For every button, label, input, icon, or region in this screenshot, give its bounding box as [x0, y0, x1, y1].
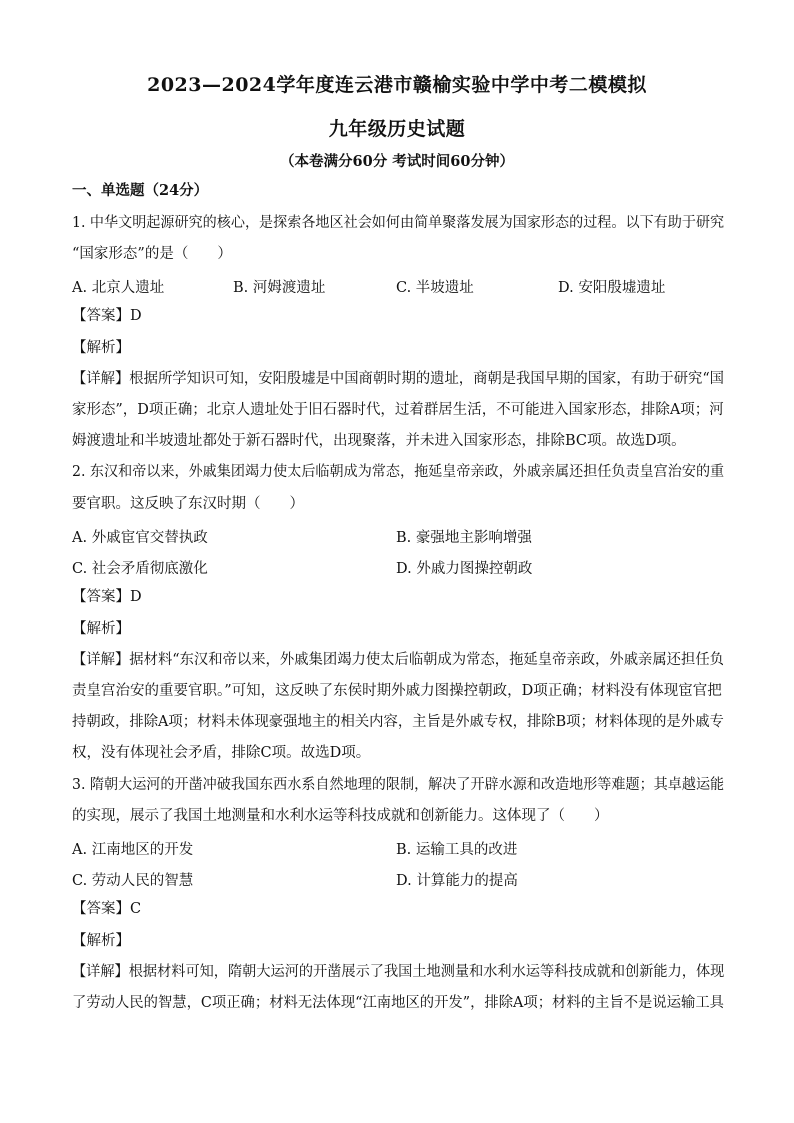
q3-option-b: B. 运输工具的改进 — [396, 842, 518, 858]
q2-option-c: C. 社会矛盾彻底激化 — [72, 561, 208, 577]
q3-option-d: D. 计算能力的提高 — [396, 873, 518, 889]
q1-analysis: 【解析】 — [72, 340, 130, 356]
exam-title-line1: 2023—2024学年度连云港市赣榆实验中学中考二模模拟 — [147, 74, 647, 96]
q1-option-b: B. 河姆渡遗址 — [233, 280, 326, 296]
q1-detail-line1: 【详解】根据所学知识可知，安阳殷墟是中国商朝时期的遗址，商朝是我国早期的国家，有助于研究“国 — [72, 371, 725, 387]
q3-stem-line2: 的实现，展示了我国土地测量和水利水运等科技成就和创新能力。这体现了（ ） — [72, 808, 609, 824]
q2-detail-line2: 责皇宫治安的重要官职。”可知，这反映了东侯时期外戚力图操控朝政，D项正确；材料没有体现宦官把 — [72, 683, 722, 699]
q2-stem-line1: 2. 东汉和帝以来，外戚集团竭力使太后临朝成为常态，拖延皇帝亲政，外戚亲属还担任负责皇宫治安的重 — [72, 464, 725, 480]
q3-answer: 【答案】C — [72, 901, 142, 917]
q1-detail-line3: 姆渡遗址和半坡遗址都处于新石器时代，出现聚落，并未进入国家形态，排除BC项。故选D项。 — [72, 433, 686, 449]
q3-option-a: A. 江南地区的开发 — [72, 842, 194, 858]
q2-option-b: B. 豪强地主影响增强 — [396, 530, 532, 546]
q1-detail-line2: 家形态”，D项正确；北京人遗址处于旧石器时代，过着群居生活，不可能进入国家形态，排除A项；河 — [72, 402, 724, 418]
exam-title-line2: 九年级历史试题 — [328, 118, 466, 140]
q2-detail-line4: 权，没有体现社会矛盾，排除C项。故选D项。 — [72, 745, 371, 761]
q1-stem-line1: 1. 中华文明起源研究的核心，是探索各地区社会如何由简单聚落发展为国家形态的过程。以下有助于研究 — [72, 215, 725, 231]
q2-answer: 【答案】D — [72, 589, 142, 605]
q2-analysis: 【解析】 — [72, 621, 130, 637]
q3-detail-line2: 了劳动人民的智慧，C项正确；材料无法体现“江南地区的开发”，排除A项；材料的主旨不是说运输工具 — [72, 995, 724, 1011]
q3-stem-line1: 3. 隋朝大运河的开凿冲破我国东西水系自然地理的限制，解决了开辟水源和改造地形等难题；其卓越运能 — [72, 777, 725, 793]
q1-option-c: C. 半坡遗址 — [396, 280, 474, 296]
q2-detail-line3: 持朝政，排除A项；材料未体现豪强地主的相关内容，主旨是外戚专权，排除B项；材料体现的是外戚专 — [72, 714, 724, 730]
q2-option-d: D. 外戚力图操控朝政 — [396, 561, 533, 577]
q3-analysis: 【解析】 — [72, 933, 130, 949]
q3-detail-line1: 【详解】根据材料可知，隋朝大运河的开凿展示了我国土地测量和水利水运等科技成就和创新能力，体现 — [72, 964, 725, 980]
q2-stem-line2: 要官职。这反映了东汉时期（ ） — [72, 496, 304, 512]
section-heading: 一、单选题（24分） — [72, 182, 209, 199]
q1-option-d: D. 安阳殷墟遗址 — [558, 280, 666, 296]
q1-option-a: A. 北京人遗址 — [72, 280, 165, 296]
exam-subtitle: （本卷满分60分 考试时间60分钟） — [280, 153, 514, 170]
q1-stem-line2: “国家形态”的是（ ） — [72, 246, 232, 262]
q2-option-a: A. 外戚宦官交替执政 — [72, 530, 208, 546]
q3-option-c: C. 劳动人民的智慧 — [72, 873, 194, 889]
q1-answer: 【答案】D — [72, 308, 142, 324]
q2-detail-line1: 【详解】据材料“东汉和帝以来，外戚集团竭力使太后临朝成为常态，拖延皇帝亲政，外戚亲属还担任负 — [72, 652, 725, 668]
